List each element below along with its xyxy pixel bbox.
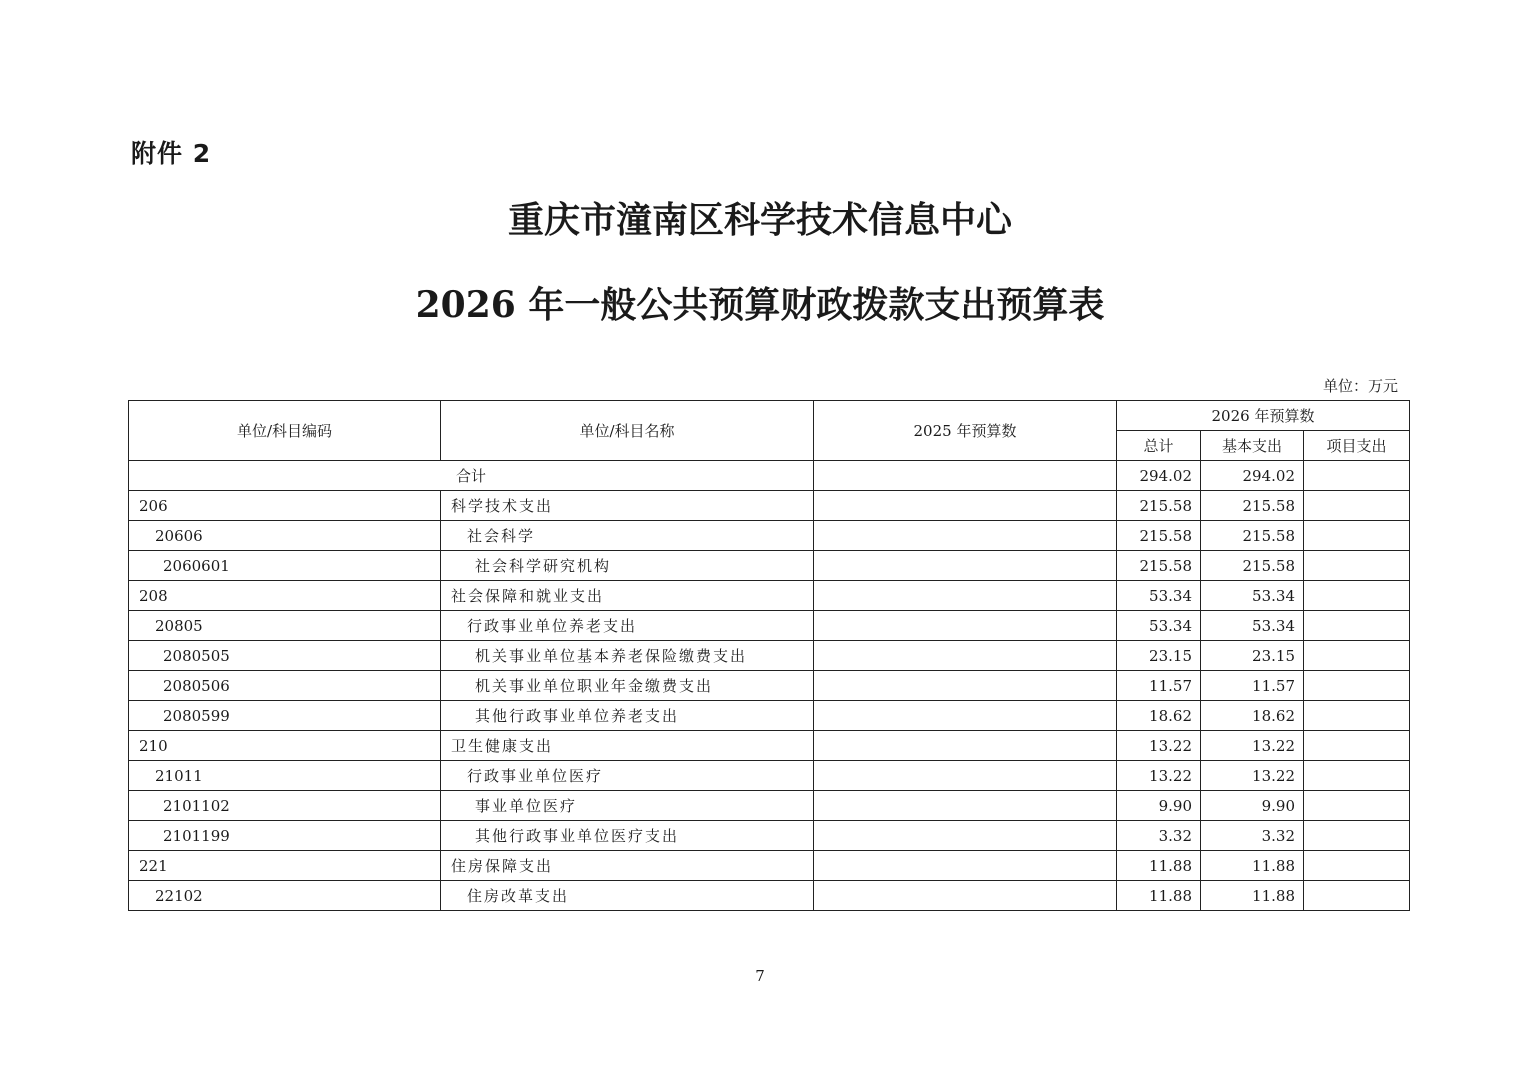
row-basic: 215.58: [1201, 521, 1304, 551]
total-row: [129, 461, 1410, 491]
row-total: 13.22: [1117, 761, 1201, 791]
row-name: 科学技术支出: [441, 491, 814, 521]
row-project: [1304, 821, 1410, 851]
row-code: 2080506: [129, 671, 441, 701]
row-total: 215.58: [1117, 491, 1201, 521]
row-project: [1304, 851, 1410, 881]
row-name: 其他行政事业单位养老支出: [441, 701, 814, 731]
row-total: 13.22: [1117, 731, 1201, 761]
table-row: [129, 581, 1410, 611]
row-total: 11.88: [1117, 881, 1201, 911]
row-total: 3.32: [1117, 821, 1201, 851]
row-name: 机关事业单位职业年金缴费支出: [441, 671, 814, 701]
row-total: 215.58: [1117, 551, 1201, 581]
row-basic: 215.58: [1201, 491, 1304, 521]
table-row: [129, 821, 1410, 851]
table-row: [129, 761, 1410, 791]
row-basic: 9.90: [1201, 791, 1304, 821]
row-total: 23.15: [1117, 641, 1201, 671]
row-name: 机关事业单位基本养老保险缴费支出: [441, 641, 814, 671]
header-basic: 基本支出: [1201, 431, 1304, 461]
row-total: 215.58: [1117, 521, 1201, 551]
row-total: 53.34: [1117, 611, 1201, 641]
row-code: 2060601: [129, 551, 441, 581]
row-project: [1304, 551, 1410, 581]
row-code: 20606: [129, 521, 441, 551]
total-project: [1304, 461, 1410, 491]
attachment-label: 附件 2: [131, 139, 212, 168]
row-project: [1304, 611, 1410, 641]
row-prev-budget: [814, 851, 1117, 881]
row-code: 20805: [129, 611, 441, 641]
row-code: 208: [129, 581, 441, 611]
row-name: 住房改革支出: [441, 881, 814, 911]
row-basic: 215.58: [1201, 551, 1304, 581]
table-row: [129, 671, 1410, 701]
table-row: [129, 791, 1410, 821]
row-name: 行政事业单位医疗: [441, 761, 814, 791]
row-basic: 13.22: [1201, 761, 1304, 791]
total-label: 合计: [129, 461, 814, 491]
row-prev-budget: [814, 521, 1117, 551]
row-code: 2080505: [129, 641, 441, 671]
row-code: 206: [129, 491, 441, 521]
row-project: [1304, 581, 1410, 611]
row-prev-budget: [814, 581, 1117, 611]
row-code: 221: [129, 851, 441, 881]
unit-label: 单位：万元: [1322, 377, 1398, 395]
row-code: 2101199: [129, 821, 441, 851]
row-name: 行政事业单位养老支出: [441, 611, 814, 641]
row-prev-budget: [814, 701, 1117, 731]
total-total: 294.02: [1117, 461, 1201, 491]
table-row: [129, 851, 1410, 881]
row-name: 事业单位医疗: [441, 791, 814, 821]
row-code: 2080599: [129, 701, 441, 731]
row-basic: 18.62: [1201, 701, 1304, 731]
row-prev-budget: [814, 761, 1117, 791]
row-prev-budget: [814, 671, 1117, 701]
table-row: [129, 881, 1410, 911]
row-total: 18.62: [1117, 701, 1201, 731]
document-title: 重庆市潼南区科学技术信息中心: [507, 199, 1012, 241]
row-name: 社会科学: [441, 521, 814, 551]
row-basic: 11.88: [1201, 851, 1304, 881]
header-total: 总计: [1117, 431, 1201, 461]
total-basic: 294.02: [1201, 461, 1304, 491]
row-code: 21011: [129, 761, 441, 791]
row-project: [1304, 701, 1410, 731]
row-name: 住房保障支出: [441, 851, 814, 881]
row-basic: 3.32: [1201, 821, 1304, 851]
row-basic: 11.57: [1201, 671, 1304, 701]
row-code: 210: [129, 731, 441, 761]
table-row: [129, 491, 1410, 521]
header-code: 单位/科目编码: [129, 401, 441, 461]
row-name: 其他行政事业单位医疗支出: [441, 821, 814, 851]
header-prev-budget: 2025 年预算数: [814, 401, 1117, 461]
row-total: 11.88: [1117, 851, 1201, 881]
row-project: [1304, 491, 1410, 521]
row-basic: 53.34: [1201, 581, 1304, 611]
row-prev-budget: [814, 551, 1117, 581]
row-name: 社会保障和就业支出: [441, 581, 814, 611]
row-project: [1304, 761, 1410, 791]
row-project: [1304, 731, 1410, 761]
row-prev-budget: [814, 881, 1117, 911]
row-name: 卫生健康支出: [441, 731, 814, 761]
row-total: 9.90: [1117, 791, 1201, 821]
header-name: 单位/科目名称: [441, 401, 814, 461]
document-subtitle: 2026 年一般公共预算财政拨款支出预算表: [415, 284, 1105, 326]
row-basic: 23.15: [1201, 641, 1304, 671]
row-basic: 13.22: [1201, 731, 1304, 761]
row-project: [1304, 791, 1410, 821]
row-project: [1304, 881, 1410, 911]
row-project: [1304, 671, 1410, 701]
table-row: [129, 521, 1410, 551]
row-basic: 11.88: [1201, 881, 1304, 911]
row-prev-budget: [814, 731, 1117, 761]
header-curr-budget: 2026 年预算数: [1117, 401, 1410, 431]
table-row: [129, 611, 1410, 641]
table-row: [129, 731, 1410, 761]
row-prev-budget: [814, 641, 1117, 671]
row-prev-budget: [814, 821, 1117, 851]
table-row: [129, 701, 1410, 731]
header-project: 项目支出: [1304, 431, 1410, 461]
row-total: 11.57: [1117, 671, 1201, 701]
row-total: 53.34: [1117, 581, 1201, 611]
table-row: [129, 641, 1410, 671]
row-code: 22102: [129, 881, 441, 911]
total-prev: [814, 461, 1117, 491]
row-code: 2101102: [129, 791, 441, 821]
row-name: 社会科学研究机构: [441, 551, 814, 581]
page-number: 7: [755, 967, 765, 985]
row-prev-budget: [814, 611, 1117, 641]
table-row: [129, 551, 1410, 581]
row-prev-budget: [814, 491, 1117, 521]
row-prev-budget: [814, 791, 1117, 821]
row-project: [1304, 641, 1410, 671]
row-basic: 53.34: [1201, 611, 1304, 641]
budget-table: [128, 400, 1410, 911]
row-project: [1304, 521, 1410, 551]
